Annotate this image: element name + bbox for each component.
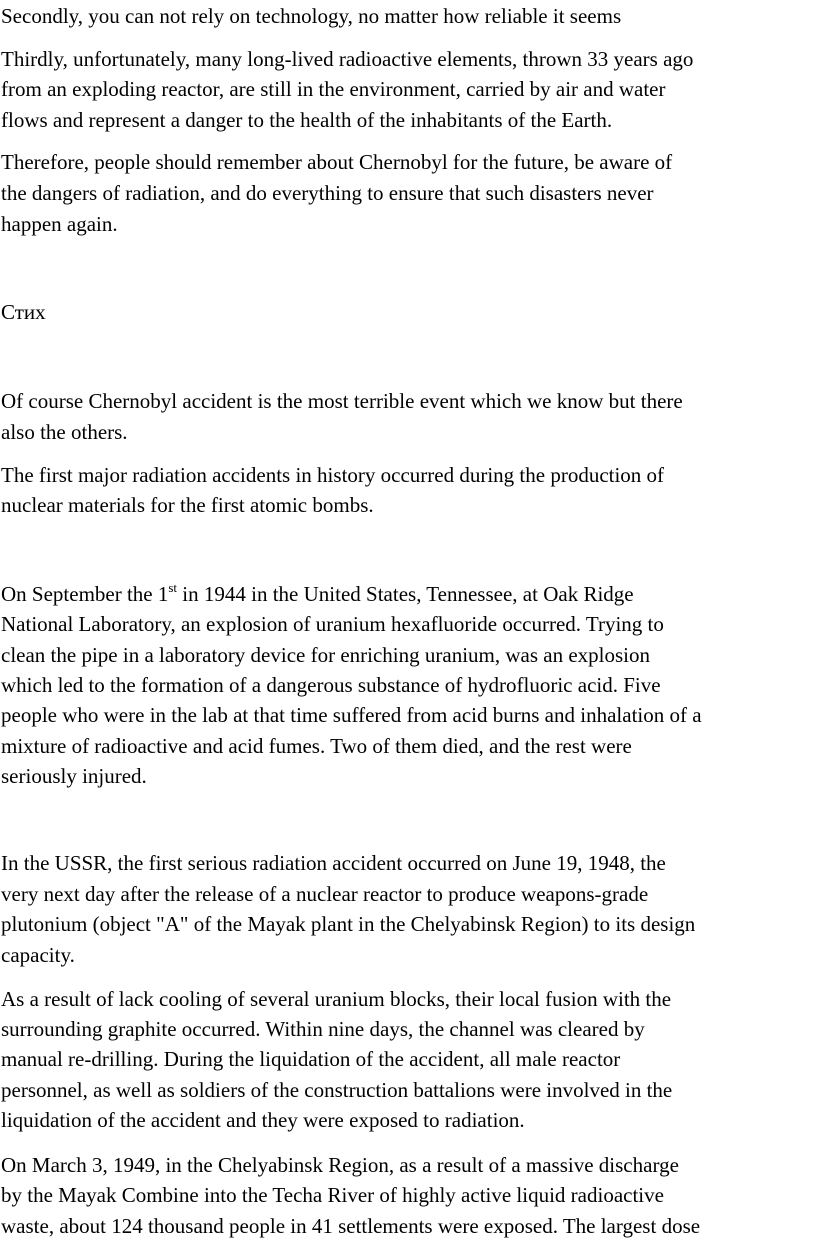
text-line: clean the pipe in a laboratory device for enriching uranium, was an explosion: [1, 643, 651, 667]
text-line: mixture of radioactive and acid fumes. Two of them died, and the rest were: [1, 734, 632, 758]
text-line: nuclear materials for the first atomic bombs.: [1, 493, 374, 517]
text-line: personnel, as well as soldiers of the construction battalions were involved in the: [1, 1078, 673, 1102]
text-line: National Laboratory, an explosion of uranium hexafluoride occurred. Trying to: [1, 612, 664, 636]
text-line: The first major radiation accidents in history occurred during the production of: [1, 463, 665, 487]
section-heading: Стих: [1, 300, 46, 324]
text-line: people who were in the lab at that time suffered from acid burns and inhalation of a: [1, 703, 702, 727]
text-segment: On September the 1: [1, 582, 169, 606]
text-line: Secondly, you can not rely on technology, no matter how reliable it seems: [1, 4, 622, 28]
text-line: Therefore, people should remember about Chernobyl for the future, be aware of: [1, 150, 673, 174]
text-line: manual re-drilling. During the liquidation of the accident, all male reactor: [1, 1047, 621, 1071]
text-line: capacity.: [1, 943, 75, 967]
text-line: In the USSR, the first serious radiation accident occurred on June 19, 1948, the: [1, 851, 666, 875]
text-line: very next day after the release of a nuclear reactor to produce weapons-grade: [1, 882, 649, 906]
text-line: by the Mayak Combine into the Techa River of highly active liquid radioactive: [1, 1183, 664, 1207]
text-line: Of course Chernobyl accident is the most terrible event which we know but there: [1, 389, 683, 413]
text-line: seriously injured.: [1, 764, 147, 788]
text-line: As a result of lack cooling of several uranium blocks, their local fusion with the: [1, 987, 672, 1011]
text-line: Thirdly, unfortunately, many long-lived radioactive elements, thrown 33 years ago: [1, 47, 694, 71]
text-line: [1, 579, 634, 610]
text-line: surrounding graphite occurred. Within nine days, the channel was cleared by: [1, 1017, 645, 1041]
text-line: plutonium (object "A" of the Mayak plant in the Chelyabinsk Region) to its design: [1, 912, 696, 936]
superscript: st: [168, 580, 178, 595]
text-line: On March 3, 1949, in the Chelyabinsk Region, as a result of a massive discharge: [1, 1153, 679, 1177]
text-line: the dangers of radiation, and do everything to ensure that such disasters never: [1, 181, 654, 205]
text-line: waste, about 124 thousand people in 41 settlements were exposed. The largest dose: [1, 1214, 701, 1238]
text-segment: in 1944 in the United States, Tennessee, at Oak Ridge: [177, 582, 634, 606]
text-line: from an exploding reactor, are still in the environment, carried by air and water: [1, 77, 666, 101]
text-line: also the others.: [1, 420, 128, 444]
text-line: happen again.: [1, 212, 118, 236]
text-line: which led to the formation of a dangerous substance of hydrofluoric acid. Five: [1, 673, 661, 697]
text-line: liquidation of the accident and they were exposed to radiation.: [1, 1108, 525, 1132]
text-line: flows and represent a danger to the health of the inhabitants of the Earth.: [1, 108, 613, 132]
